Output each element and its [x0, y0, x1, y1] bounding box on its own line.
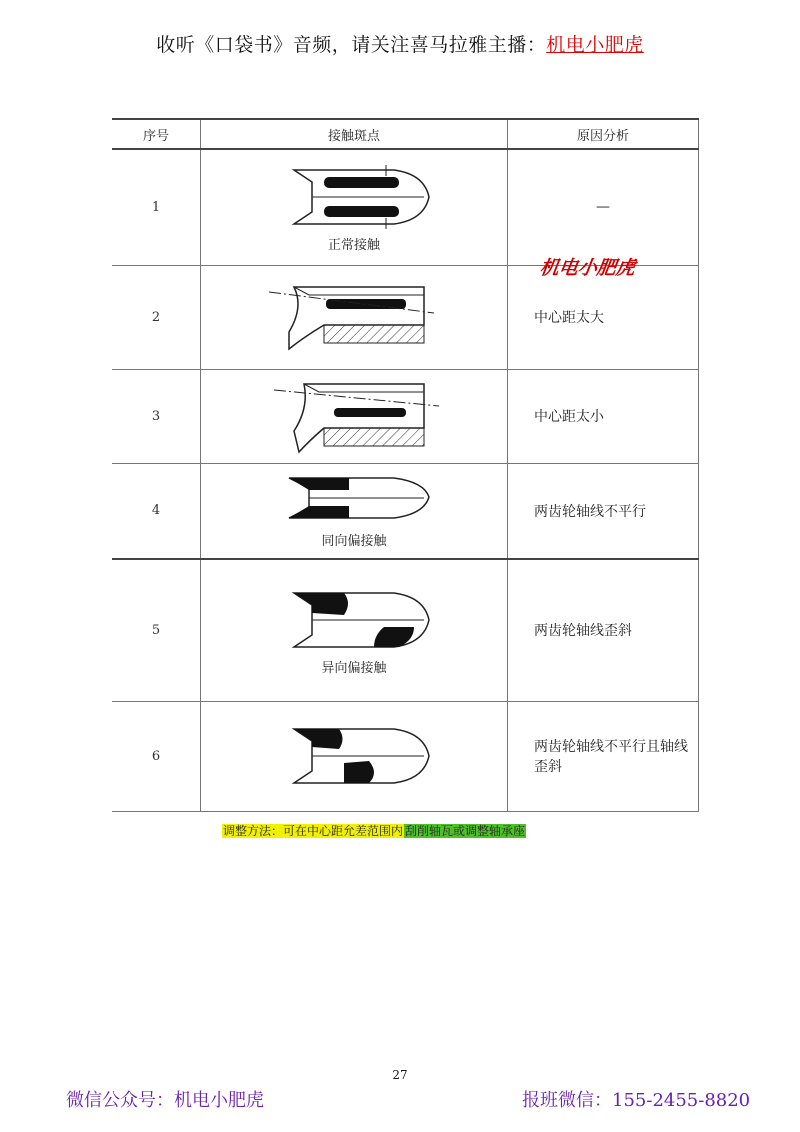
- pattern-cell: [201, 559, 508, 701]
- cause-text: 两齿轮轴线不平行: [508, 463, 699, 559]
- pattern-cell: [201, 149, 508, 265]
- cause-text: 两齿轮轴线歪斜: [508, 559, 699, 701]
- footer-wechat-contact: 报班微信：155-2455-8820: [522, 1090, 751, 1111]
- page-header: [0, 30, 800, 57]
- header-no: 序号: [112, 119, 201, 149]
- cause-text: 中心距太小: [508, 369, 699, 463]
- opposite-direction-offset-figure: [274, 585, 434, 655]
- center-distance-small-figure: [264, 376, 444, 456]
- skewed-nonparallel-figure: [274, 721, 434, 791]
- same-direction-offset-figure: [274, 472, 434, 528]
- adjustment-note: [222, 822, 526, 839]
- table-row: [112, 463, 699, 559]
- center-distance-large-figure: [264, 277, 444, 357]
- row-number: 3: [112, 369, 201, 463]
- header-cause: 原因分析: [508, 119, 699, 149]
- header-brand-link[interactable]: 机电小肥虎: [546, 34, 644, 56]
- pattern-cell: [201, 369, 508, 463]
- row-number: 1: [112, 149, 201, 265]
- cause-text: —: [508, 149, 699, 265]
- pattern-cell: [201, 463, 508, 559]
- table-row: [112, 701, 699, 811]
- watermark-text: 机电小肥虎: [538, 257, 637, 279]
- row-number: 2: [112, 265, 201, 369]
- cause-text: 两齿轮轴线不平行且轴线歪斜: [508, 701, 699, 811]
- adjust-highlight-green: 刮削轴瓦或调整轴承座: [405, 824, 526, 838]
- table-row: [112, 559, 699, 701]
- pattern-cell: [201, 265, 508, 369]
- cause-text: 中心距太大: [508, 265, 699, 369]
- page-number: 27: [392, 1068, 408, 1082]
- contact-pattern-table: [112, 118, 699, 812]
- normal-contact-figure: [274, 162, 434, 232]
- row-number: 6: [112, 701, 201, 811]
- pattern-caption: 正常接触: [327, 237, 380, 253]
- pattern-cell: [201, 701, 508, 811]
- header-text: 收听《口袋书》音频，请关注喜马拉雅主播：: [156, 34, 547, 56]
- header-pattern: 接触斑点: [201, 119, 508, 149]
- pattern-caption: 异向偏接触: [321, 660, 387, 676]
- footer-wechat-account: 微信公众号：机电小肥虎: [66, 1090, 264, 1111]
- table-row: [112, 149, 699, 265]
- row-number: 4: [112, 463, 201, 559]
- table-row: [112, 265, 699, 369]
- adjust-highlight-yellow: 调整方法：可在中心距允差范围内: [223, 824, 404, 838]
- table-header-row: [112, 119, 699, 149]
- row-number: 5: [112, 559, 201, 701]
- table-row: [112, 369, 699, 463]
- pattern-caption: 同向偏接触: [321, 534, 387, 550]
